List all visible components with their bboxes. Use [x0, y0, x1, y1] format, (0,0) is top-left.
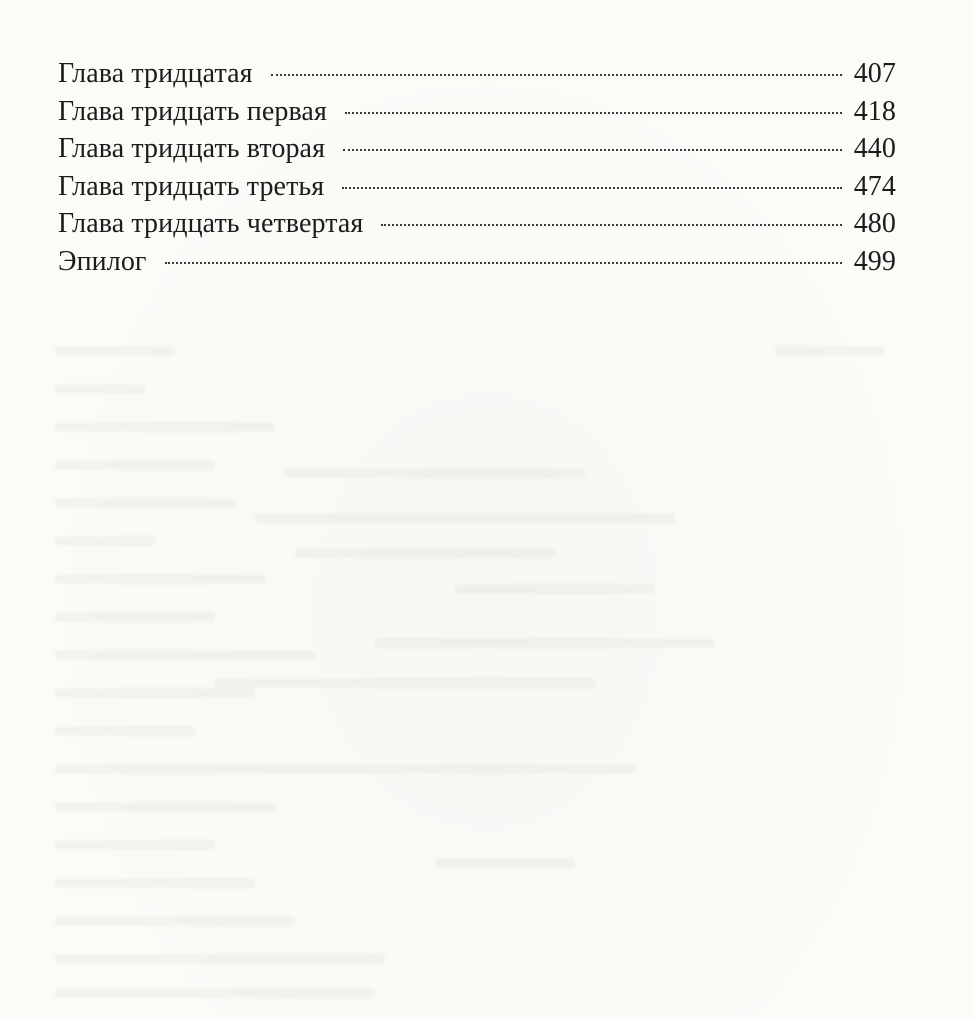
toc-dot-leader [345, 112, 842, 114]
toc-entry-title: Глава тридцатая [58, 58, 253, 89]
toc-entry-page-number: 418 [853, 95, 896, 127]
toc-entry-title: Глава тридцать первая [58, 95, 327, 127]
toc-entry-page-number: 440 [853, 133, 896, 165]
toc-entry-title: Глава тридцать четвертая [58, 208, 364, 240]
toc-entry-page-number: 407 [853, 58, 896, 89]
toc-entry-title: Глава тридцать третья [58, 170, 325, 202]
toc-entry [58, 171, 896, 209]
toc-dot-leader [381, 224, 841, 226]
toc-entry-title: Эпилог [58, 245, 147, 277]
toc-entry [58, 208, 896, 246]
toc-dot-leader [342, 187, 841, 189]
toc-dot-leader [343, 149, 842, 151]
toc-dot-leader [271, 74, 842, 76]
toc-entry-title: Глава тридцать вторая [58, 133, 326, 165]
reverse-side-bleed-through [55, 338, 905, 998]
toc-entry-page-number: 499 [853, 245, 896, 277]
toc-entry [58, 58, 896, 96]
toc-dot-leader [165, 262, 842, 264]
toc-entry [58, 96, 896, 134]
toc-entry [58, 246, 896, 284]
table-of-contents [58, 58, 896, 284]
toc-entry-page-number: 480 [853, 208, 896, 240]
toc-entry-page-number: 474 [853, 170, 896, 202]
toc-entry [58, 133, 896, 171]
